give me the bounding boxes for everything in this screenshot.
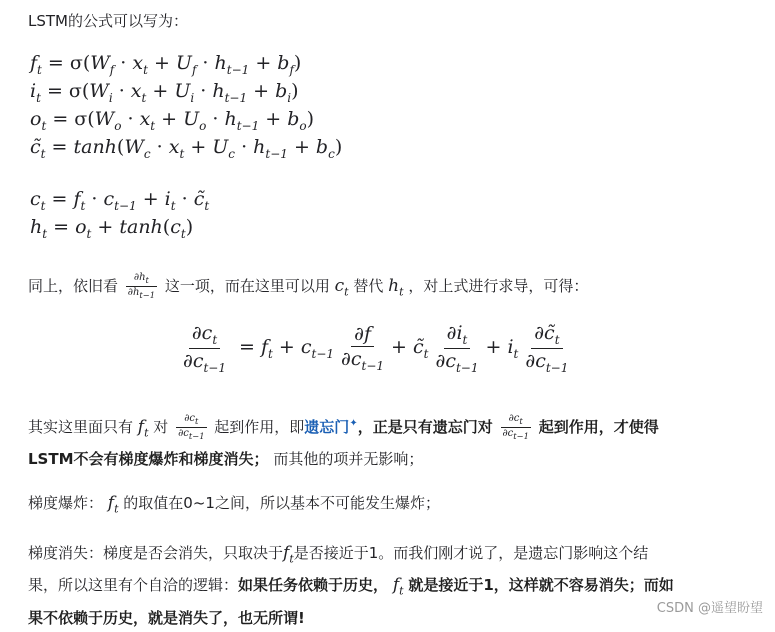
equation-candidate: $c̃_t = \tanh(W_c \cdot x_t + U_c \cdot h_{t-1} + b_c)$ [30, 136, 343, 161]
equation-hidden-state: $h_t = o_t + \tanh(c_t)$ [30, 216, 194, 241]
equation-output-gate: $o_t = \sigma(W_o \cdot x_t + U_o \cdot h_{t-1} + b_o)$ [30, 108, 315, 133]
equation-cell-state: $c_t = f_t \cdot c_{t-1} + i_t$ · $c̃_t$ [30, 188, 210, 213]
watermark: CSDN @遥望盼望 [656, 601, 763, 616]
paragraph-forget-gate-explanation: 其实这里面只有 $f_t$ 对 $\frac{\partial c_t}{\partial c_{t-1}}$ 起到作用，即遗忘门✦，正是只有遗忘门对 $\frac{\partial c_t}{\partial c_{t-1}}$ 起到作用，才使得 LSTM不会有梯度爆炸和梯度消失； 而其他的项并无影响； [28, 413, 659, 469]
forget-gate-link[interactable]: 遗忘门 [304, 418, 350, 436]
equation-forget-gate: $f_t = \sigma(W_f \cdot x_t + U_f \cdot h_{t-1} + b_f)$ [30, 52, 302, 77]
equation-input-gate: $i_t = \sigma(W_i \cdot x_t + U_i \cdot h_{t-1} + b_i)$ [30, 80, 299, 105]
fraction-dh: $\frac{\partial h_t}{\partial h_{t-1}}$ [127, 272, 156, 300]
equation-derivative: $\frac{\partial c_t}{\partial c_{t-1}}$ = $f_t + c_{t-1}$ $\frac{\partial f}{\partial c_{t-1}}$ + $c̃_t$ $\frac{\partial i_t}{\partial c_{t-1}}$ + $i_t$ $\frac{\partial c̃_t}{\partial c_{t-1}}$ [183, 322, 569, 375]
sparkle-icon: ✦ [349, 418, 358, 429]
intro-text: LSTM的公式可以写为： [28, 12, 188, 30]
paragraph-derivation-intro: 同上，依旧看 $\frac{\partial h_t}{\partial h_{t-1}}$ 这一项，而在这里可以用 $c_t$ 替代 $h_t$ ，对上式进行求导，可得： [28, 272, 589, 300]
paragraph-gradient-vanishing: 梯度消失：梯度是否会消失，只取决于$f_t$是否接近于1。而我们刚才说了，是遗忘门影响这个结 果，所以这里有个自洽的逻辑：如果任务依赖于历史， $f_t$ 就是接近于1，这样就不容易消失；而如 果不依赖于历史，就是消失了，也无所谓! [28, 543, 674, 627]
paragraph-gradient-explosion: 梯度爆炸： $f_t$ 的取值在0~1之间，所以基本不可能发生爆炸； [28, 493, 440, 516]
